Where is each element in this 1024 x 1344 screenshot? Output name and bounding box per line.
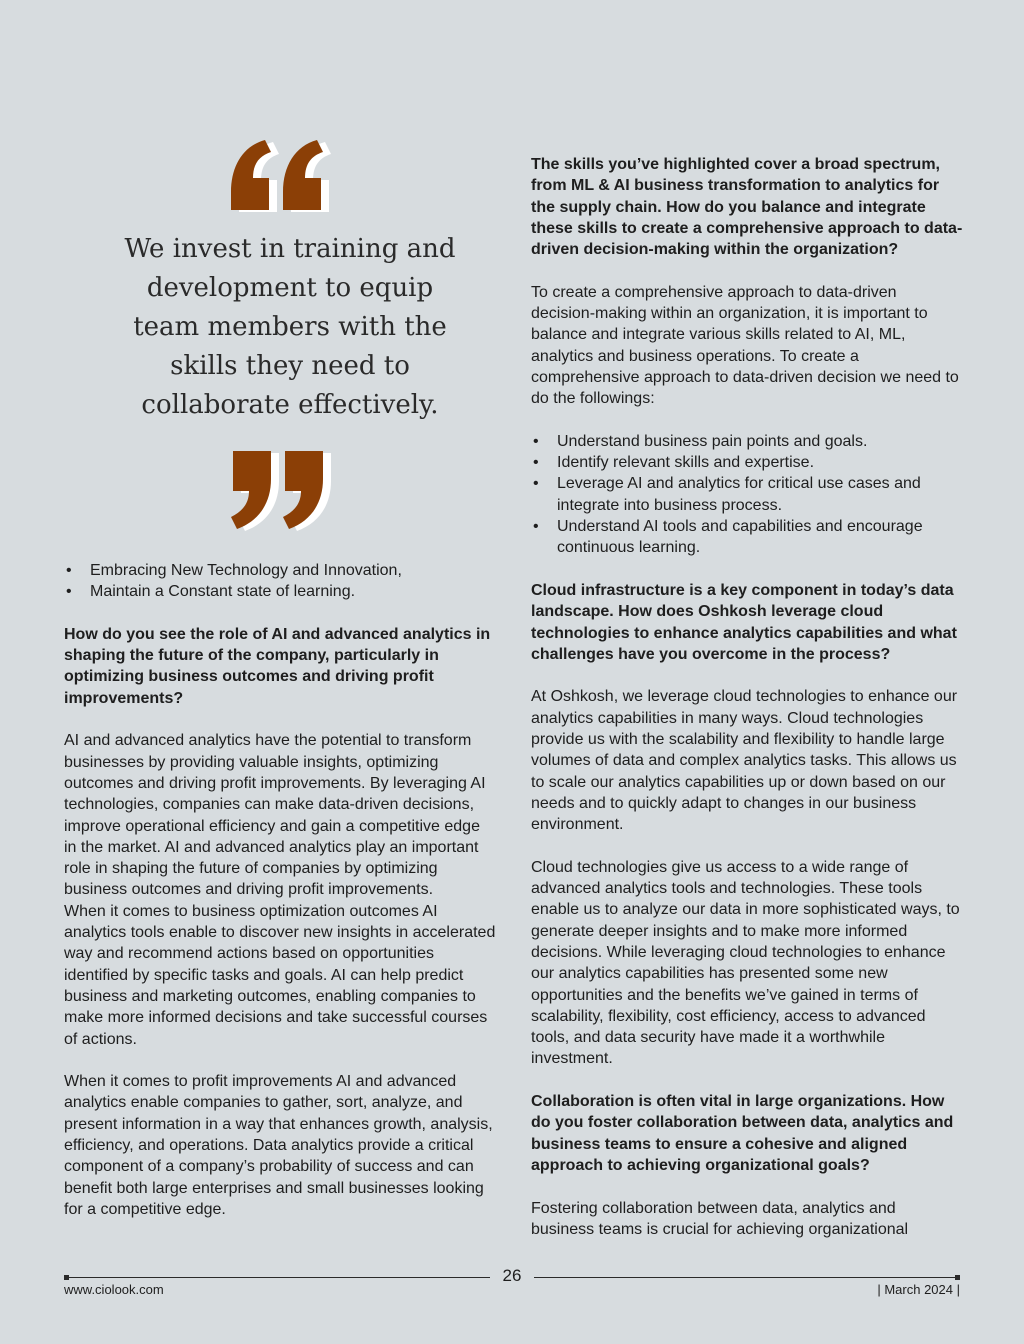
answer-paragraph: AI and advanced analytics have the potential to transform businesses by providing valuable insights, optimizing outcomes and driving profit improvements. By leveraging AI technologies, companies can make data-driven decisions, improve operational efficiency and gain a competitive edge in the market. AI and advanced analytics play an important role in shaping the future of companies by optimizing business outcomes and driving profit improvements. — [64, 732, 486, 899]
list-item: • Embracing New Technology and Innovation, — [64, 560, 496, 581]
website-link[interactable]: www.ciolook.com — [64, 1282, 164, 1297]
answer-paragraph: When it comes to business optimization outcomes AI analytics tools enable to discover new insights in accelerated way and recommend actions based on opportunities identified by specific tasks and goals. AI can help predict business and marketing outcomes, enabling companies to make more informed decisions and take successful courses of actions. — [64, 902, 496, 1048]
bullet-list — [531, 431, 963, 559]
interview-question: How do you see the role of AI and advanced analytics in shaping the future of the company, particularly in optimizing business outcomes and driving profit improvements? — [64, 625, 491, 707]
close-quote-icon — [225, 441, 355, 541]
left-column — [64, 560, 496, 1242]
answer-paragraph: To create a comprehensive approach to data-driven decision-making within an organization, it is important to balance and integrate various skills related to AI, ML, analytics and business operations. To create a comprehensive approach to data-driven decision we need to do the followings: — [531, 283, 959, 408]
list-item: • Leverage AI and analytics for critical use cases and integrate into business process. — [531, 473, 963, 516]
right-column — [531, 154, 963, 1240]
interview-question: Collaboration is often vital in large organizations. How do you foster collaboration between data, analytics and business teams to ensure a cohesive and aligned approach to achieving organizational goals? — [531, 1093, 954, 1174]
page-number: 26 — [490, 1266, 534, 1286]
list-item: • Understand business pain points and goals. — [531, 431, 963, 452]
answer-paragraph: Fostering collaboration between data, analytics and business teams is crucial for achieving organizational — [531, 1199, 909, 1238]
quote-text: We invest in training and development to equip team members with the skills they need to collaborate effectively. — [124, 234, 456, 420]
answer-paragraph: Cloud technologies give us access to a wide range of advanced analytics tools and technologies. These tools enable us to analyze our data in more sophisticated ways, to generate deeper insights and to make more informed decisions. While leveraging cloud technologies to enhance our analytics capabilities has presented some new opportunities and the benefits we’ve gained in terms of scalability, flexibility, cost efficiency, access to advanced tools, and data security have made it a worthwhile investment. — [531, 858, 960, 1068]
answer-paragraph: At Oshkosh, we leverage cloud technologies to enhance our analytics capabilities in many ways. Cloud technologies provide us with the scalability and flexibility to handle large volumes of data and complex analytics tasks. This allows us to scale our analytics capabilities up or down based on our needs and to quickly adapt to changes in our business environment. — [531, 688, 958, 834]
list-item: • Understand AI tools and capabilities and encourage continuous learning. — [531, 516, 963, 559]
list-item: • Maintain a Constant state of learning. — [64, 581, 496, 602]
interview-question: The skills you’ve highlighted cover a broad spectrum, from ML & AI business transformation to analytics for the supply chain. How do you balance and integrate these skills to create a comprehensive approach to data-driven decision-making within the organization? — [531, 156, 963, 259]
answer-paragraph: When it comes to profit improvements AI and advanced analytics enable companies to gather, sort, analyze, and present information in a way that enhances growth, analysis, efficiency, and operations. Data analytics provide a critical component of a company’s probability of success and can benefit both large enterprises and small businesses looking for a competitive edge. — [64, 1073, 493, 1218]
interview-question: Cloud infrastructure is a key component in today’s data landscape. How does Oshkosh leverage cloud technologies to enhance analytics capabilities and what challenges have you overcome in the process? — [531, 581, 957, 663]
issue-date: | March 2024 | — [877, 1282, 960, 1297]
footer-dot-right — [955, 1275, 960, 1280]
list-item: • Identify relevant skills and expertise. — [531, 452, 963, 473]
open-quote-icon — [225, 130, 355, 230]
bullet-list — [64, 560, 496, 603]
pull-quote — [110, 130, 470, 541]
